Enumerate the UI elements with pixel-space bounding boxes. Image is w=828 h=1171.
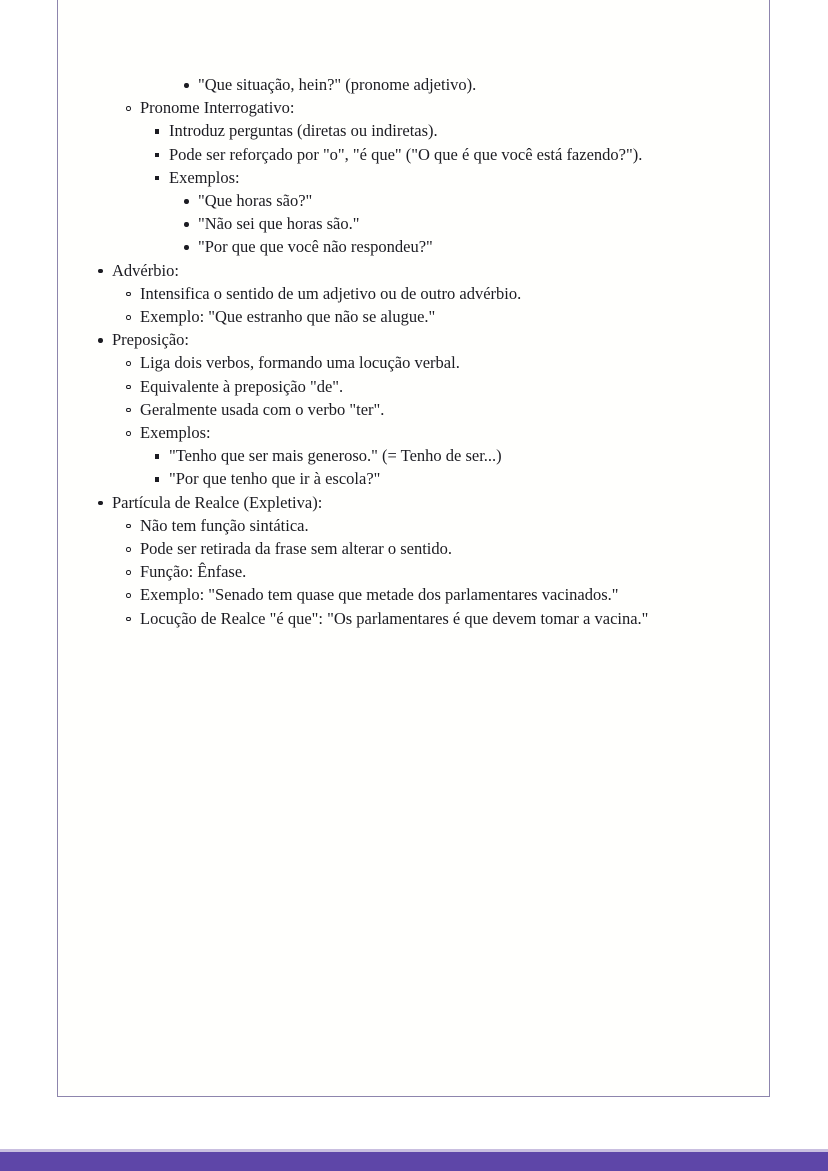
bullet-disc-icon [98, 491, 103, 514]
outline-item [72, 560, 755, 583]
bullet-square-icon [155, 444, 159, 467]
bullet-disc-icon [98, 328, 103, 351]
outline-item-text: Pode ser retirada da frase sem alterar o sentido. [140, 539, 452, 559]
outline-item [72, 537, 755, 560]
outline-item-text: Função: Ênfase. [140, 562, 247, 582]
outline-item [72, 491, 755, 514]
bullet-square-icon [155, 143, 159, 166]
bullet-circle-icon [126, 96, 131, 119]
bullet-circle-icon [126, 583, 131, 606]
bullet-disc-icon [98, 259, 103, 282]
outline-item [72, 328, 755, 351]
outline-item-text: Liga dois verbos, formando uma locução verbal. [140, 353, 460, 373]
outline-item [72, 119, 755, 142]
bullet-disc-icon [184, 189, 189, 212]
bullet-circle-icon [126, 351, 131, 374]
outline-item-text: Exemplos: [169, 167, 240, 187]
outline-item [72, 235, 755, 258]
outline-item [72, 96, 755, 119]
outline-item-text: Exemplos: [140, 423, 211, 443]
outline-item [72, 467, 755, 490]
outline-item-text: "Que horas são?" [198, 191, 313, 211]
bullet-circle-icon [126, 375, 131, 398]
outline-item [72, 259, 755, 282]
bullet-disc-icon [184, 212, 189, 235]
bullet-square-icon [155, 467, 159, 490]
outline-item-text: Advérbio: [112, 260, 179, 280]
outline-item-text: Locução de Realce "é que": "Os parlamentares é que devem tomar a vacina." [140, 608, 649, 628]
outline-item [72, 351, 755, 374]
outline-item-text: Pode ser reforçado por "o", "é que" ("O que é que você está fazendo?"). [169, 144, 643, 164]
bullet-disc-icon [184, 73, 189, 96]
bullet-circle-icon [126, 421, 131, 444]
outline-item-text: Geralmente usada com o verbo "ter". [140, 399, 385, 419]
outline-item [72, 73, 755, 96]
bullet-circle-icon [126, 607, 131, 630]
bullet-square-icon [155, 119, 159, 142]
bullet-circle-icon [126, 514, 131, 537]
outline-item [72, 583, 755, 606]
outline-item [72, 444, 755, 467]
outline-item [72, 305, 755, 328]
bullet-circle-icon [126, 537, 131, 560]
outline-item [72, 212, 755, 235]
bullet-circle-icon [126, 560, 131, 583]
bottom-accent-bar [0, 1149, 828, 1171]
outline-item-text: "Que situação, hein?" (pronome adjetivo). [198, 75, 477, 94]
outline-item-text: Exemplo: "Senado tem quase que metade dos parlamentares vacinados." [140, 585, 619, 605]
bullet-circle-icon [126, 282, 131, 305]
bullet-disc-icon [184, 235, 189, 258]
outline-item-text: "Tenho que ser mais generoso." (= Tenho de ser...) [169, 446, 502, 466]
outline-item [72, 398, 755, 421]
outline-item-text: Partícula de Realce (Expletiva): [112, 492, 323, 512]
outline-item [72, 189, 755, 212]
outline-item-text: Preposição: [112, 330, 189, 350]
outline-item [72, 143, 755, 166]
outline-item [72, 375, 755, 398]
outline-item [72, 166, 755, 189]
document-page [57, 0, 770, 1097]
bullet-circle-icon [126, 305, 131, 328]
outline-item-text: Pronome Interrogativo: [140, 98, 295, 118]
outline-item-text: Equivalente à preposição "de". [140, 376, 344, 396]
outline-item-text: Introduz perguntas (diretas ou indiretas). [169, 121, 438, 141]
outline-item-text: Intensifica o sentido de um adjetivo ou de outro advérbio. [140, 283, 522, 303]
outline-item-text: Exemplo: "Que estranho que não se alugue." [140, 307, 436, 327]
bullet-circle-icon [126, 398, 131, 421]
bullet-square-icon [155, 166, 159, 189]
outline-item-text: "Por que tenho que ir à escola?" [169, 469, 381, 489]
outline-item [72, 514, 755, 537]
outline-item-text: Não tem função sintática. [140, 515, 309, 535]
outline-item [72, 282, 755, 305]
outline-item-text: "Por que que você não respondeu?" [198, 237, 433, 257]
outline-item [72, 421, 755, 444]
document-body [58, 0, 769, 630]
outline-item-text: "Não sei que horas são." [198, 214, 360, 234]
outline-item [72, 607, 755, 630]
outline-list [72, 73, 755, 630]
bottom-accent-bar-fill [0, 1152, 828, 1171]
